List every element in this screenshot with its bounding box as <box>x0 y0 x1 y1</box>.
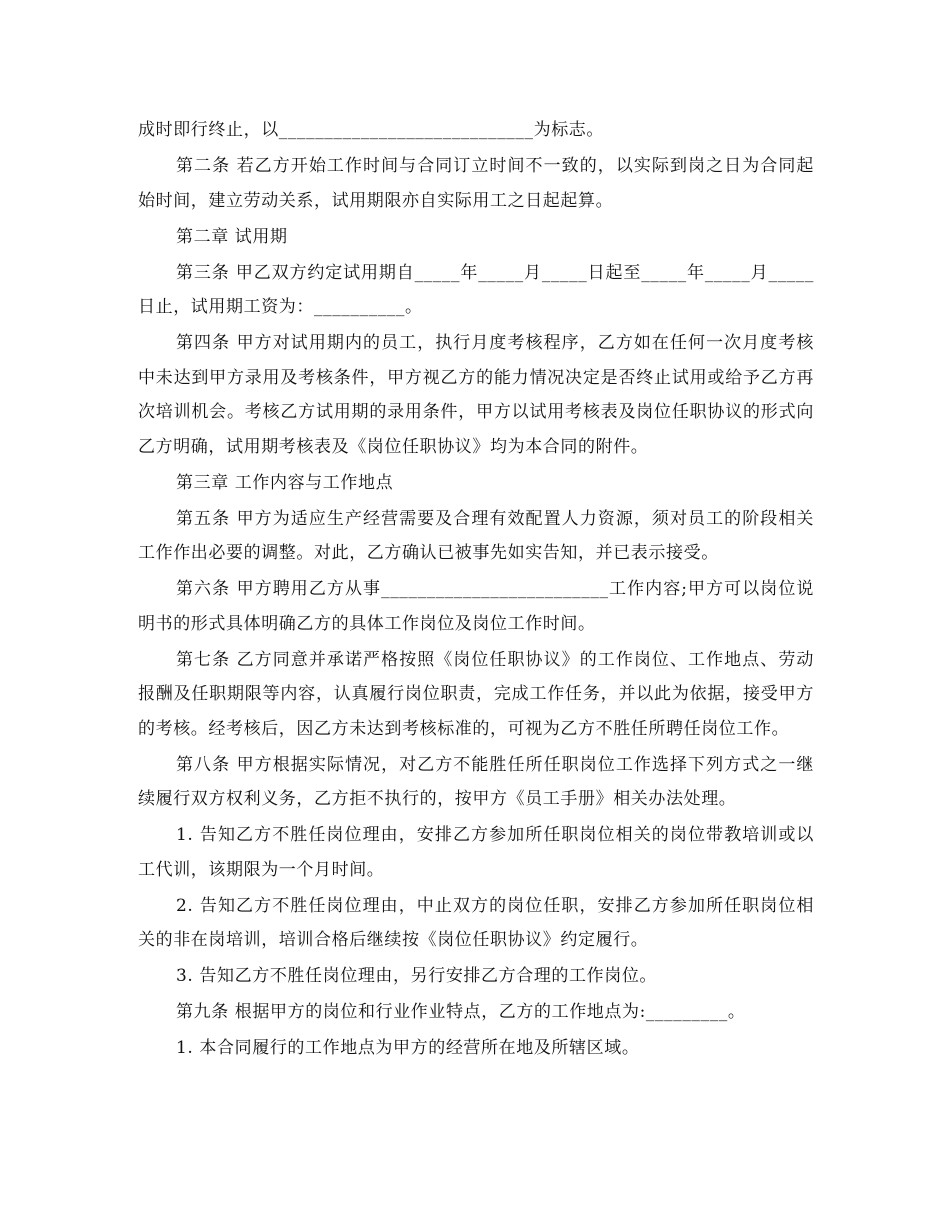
list-item-2: 2. 告知乙方不胜任岗位理由，中止双方的岗位任职，安排乙方参加所任职岗位相关的非在岗培训，培训合格后继续按《岗位任职协议》约定履行。 <box>138 895 814 950</box>
paragraph-article-3: 第三条 甲乙双方约定试用期自_____年_____月_____日起至_____年_____月_____日止，试用期工资为：__________。 <box>138 262 814 317</box>
paragraph-article-8: 第八条 甲方根据实际情况，对乙方不能胜任所任职岗位工作选择下列方式之一继续履行双方权利义务，乙方拒不执行的，按甲方《员工手册》相关办法处理。 <box>138 754 814 809</box>
paragraph-article-6: 第六条 甲方聘用乙方从事_________________________工作内容;甲方可以岗位说明书的形式具体明确乙方的具体工作岗位及岗位工作时间。 <box>138 579 814 634</box>
paragraph-article-4: 第四条 甲方对试用期内的员工，执行月度考核程序，乙方如在任何一次月度考核中未达到甲方录用及考核条件，甲方视乙方的能力情况决定是否终止试用或给予乙方再次培训机会。考核乙方试用期的录用条件，甲方以试用考核表及岗位任职协议的形式向乙方明确，试用期考核表及《岗位任职协议》均为本合同的附件。 <box>138 333 814 457</box>
list-item-workplace-1: 1. 本合同履行的工作地点为甲方的经营所在地及所辖区域。 <box>176 1038 640 1058</box>
chapter-heading-2: 第二章 试用期 <box>176 226 288 247</box>
paragraph-article-7: 第七条 乙方同意并承诺严格按照《岗位任职协议》的工作岗位、工作地点、劳动报酬及任职期限等内容，认真履行岗位职责，完成工作任务，并以此为依据，接受甲方的考核。经考核后，因乙方未达到考核标准的，可视为乙方不胜任所聘任岗位工作。 <box>138 649 814 739</box>
paragraph-article-5: 第五条 甲方为适应生产经营需要及合理有效配置人力资源，须对员工的阶段相关工作作出必要的调整。对此，乙方确认已被事先如实告知，并已表示接受。 <box>138 508 814 563</box>
document-page <box>138 113 814 1067</box>
paragraph-article-9: 第九条 根据甲方的岗位和行业作业特点，乙方的工作地点为:_________。 <box>176 1002 746 1022</box>
paragraph-continuation: 成时即行终止，以____________________________为标志。 <box>138 120 604 140</box>
list-item-1: 1. 告知乙方不胜任岗位理由，安排乙方参加所任职岗位相关的岗位带教培训或以工代训，该期限为一个月时间。 <box>138 825 814 880</box>
list-item-3: 3. 告知乙方不胜任岗位理由，另行安排乙方合理的工作岗位。 <box>176 966 658 986</box>
paragraph-article-2: 第二条 若乙方开始工作时间与合同订立时间不一致的，以实际到岗之日为合同起始时间，建立劳动关系，试用期限亦自实际用工之日起起算。 <box>138 156 814 211</box>
chapter-heading-3: 第三章 工作内容与工作地点 <box>176 472 394 493</box>
